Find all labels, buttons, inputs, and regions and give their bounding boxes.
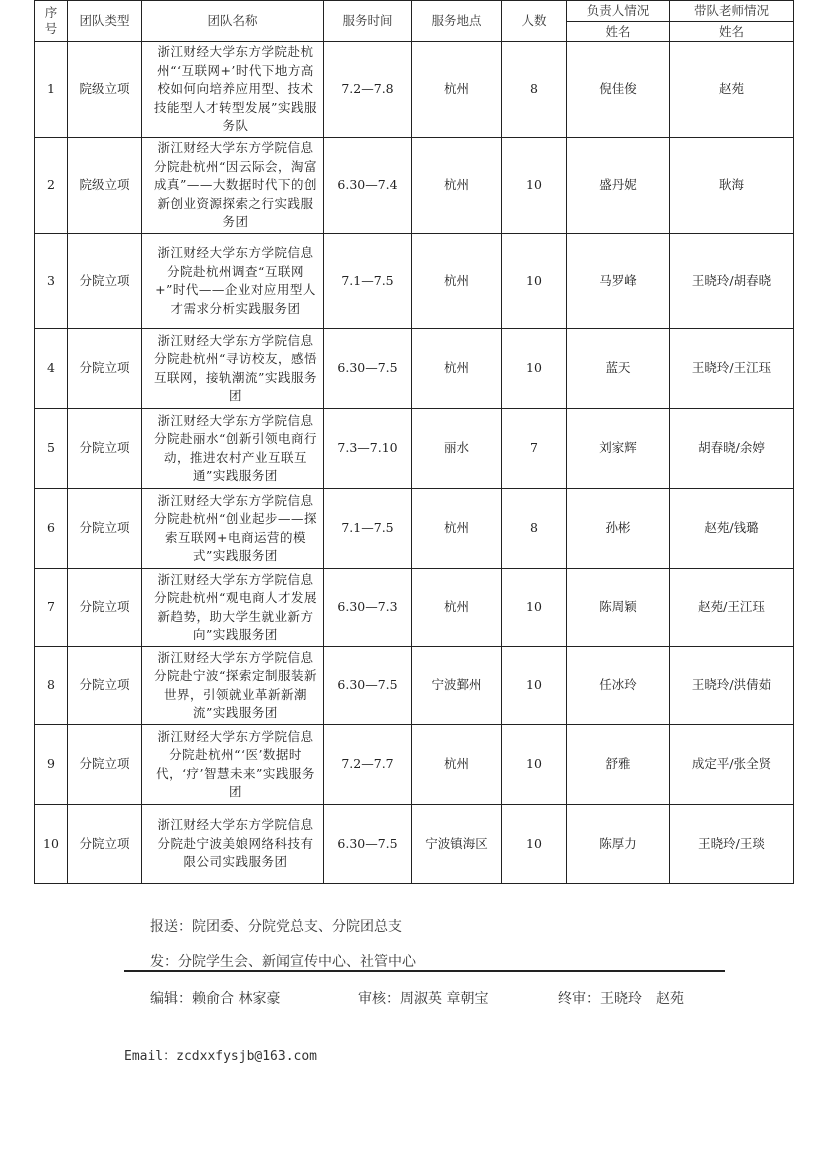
cell-place: 杭州: [412, 329, 502, 409]
table-row: [35, 725, 794, 805]
cell-place: 杭州: [412, 138, 502, 234]
cell-time: 7.2—7.7: [324, 725, 412, 805]
cell-type: 分院立项: [68, 489, 142, 569]
table-row: [35, 409, 794, 489]
cell-seq: 7: [35, 569, 68, 647]
cell-teacher: 胡春晓/余婷: [670, 409, 794, 489]
cell-time: 7.1—7.5: [324, 234, 412, 329]
cell-leader: 蓝天: [567, 329, 670, 409]
cell-type: 分院立项: [68, 329, 142, 409]
table-row: [35, 329, 794, 409]
cell-count: 10: [502, 805, 567, 884]
cell-place: 杭州: [412, 725, 502, 805]
cell-seq: 6: [35, 489, 68, 569]
header-teacher: 带队老师情况: [670, 1, 794, 22]
header-place: 服务地点: [412, 1, 502, 42]
cell-leader: 任冰玲: [567, 647, 670, 725]
cell-team-name: 浙江财经大学东方学院信息分院赴杭州“寻访校友，感悟互联网，接轨潮流”实践服务团: [142, 329, 324, 409]
cell-team-name: 浙江财经大学东方学院信息分院赴丽水“创新引领电商行动，推进农村产业互联互通”实践服务团: [142, 409, 324, 489]
cell-teacher: 赵苑/王江珏: [670, 569, 794, 647]
table-row: [35, 489, 794, 569]
table-row: [35, 647, 794, 725]
cell-count: 10: [502, 234, 567, 329]
table-row: [35, 805, 794, 884]
report-to-line: 报送：院团委、分院党总支、分院团总支: [150, 919, 402, 935]
cell-seq: 4: [35, 329, 68, 409]
cell-time: 6.30—7.3: [324, 569, 412, 647]
cell-leader: 倪佳俊: [567, 42, 670, 138]
cell-team-name: 浙江财经大学东方学院赴杭州“‘互联网+’时代下地方高校如何向培养应用型、技术技能型人才转型发展”实践服务队: [142, 42, 324, 138]
table-row: [35, 569, 794, 647]
cell-count: 10: [502, 647, 567, 725]
cell-count: 8: [502, 489, 567, 569]
final-review-line: 终审：王晓玲 赵苑: [558, 991, 684, 1007]
cell-type: 分院立项: [68, 647, 142, 725]
cell-place: 丽水: [412, 409, 502, 489]
header-time: 服务时间: [324, 1, 412, 42]
cell-place: 杭州: [412, 569, 502, 647]
cell-leader: 舒雅: [567, 725, 670, 805]
cell-type: 分院立项: [68, 234, 142, 329]
cell-place: 杭州: [412, 42, 502, 138]
email-line: Email：zcdxxfysjb@163.com: [124, 1049, 318, 1064]
cell-seq: 3: [35, 234, 68, 329]
header-type: 团队类型: [68, 1, 142, 42]
header-seq: 序号: [35, 1, 68, 42]
cell-place: 宁波鄞州: [412, 647, 502, 725]
cell-time: 6.30—7.5: [324, 805, 412, 884]
cell-team-name: 浙江财经大学东方学院信息分院赴杭州调查“互联网+”时代——企业对应用型人才需求分析实践服务团: [142, 234, 324, 329]
header-leader-name: 姓名: [567, 22, 670, 42]
header-name: 团队名称: [142, 1, 324, 42]
cell-seq: 10: [35, 805, 68, 884]
cell-place: 杭州: [412, 234, 502, 329]
cell-teacher: 王晓玲/王琰: [670, 805, 794, 884]
cell-seq: 5: [35, 409, 68, 489]
cell-seq: 9: [35, 725, 68, 805]
header-teacher-name: 姓名: [670, 22, 794, 42]
cell-teacher: 耿海: [670, 138, 794, 234]
cell-team-name: 浙江财经大学东方学院信息分院赴宁波“探索定制服装新世界，引领就业革新新潮流”实践服务团: [142, 647, 324, 725]
cell-count: 7: [502, 409, 567, 489]
reviewers-line: 审核：周淑英 章朝宝: [358, 991, 489, 1007]
cell-leader: 盛丹妮: [567, 138, 670, 234]
cell-time: 7.2—7.8: [324, 42, 412, 138]
cell-type: 院级立项: [68, 42, 142, 138]
distribute-line: 发：分院学生会、新闻宣传中心、社管中心: [150, 954, 416, 970]
cell-time: 6.30—7.4: [324, 138, 412, 234]
cell-team-name: 浙江财经大学东方学院信息分院赴杭州“创业起步——探索互联网+电商运营的模式”实践服务团: [142, 489, 324, 569]
cell-type: 分院立项: [68, 569, 142, 647]
cell-leader: 陈厚力: [567, 805, 670, 884]
cell-type: 院级立项: [68, 138, 142, 234]
cell-team-name: 浙江财经大学东方学院信息分院赴杭州“因云际会，淘富成真”——大数据时代下的创新创业资源探索之行实践服务团: [142, 138, 324, 234]
team-roster-table: [34, 0, 794, 884]
cell-teacher: 王晓玲/洪倩茹: [670, 647, 794, 725]
cell-teacher: 赵苑: [670, 42, 794, 138]
cell-teacher: 成定平/张全贤: [670, 725, 794, 805]
cell-type: 分院立项: [68, 409, 142, 489]
cell-count: 10: [502, 725, 567, 805]
cell-type: 分院立项: [68, 805, 142, 884]
cell-time: 7.1—7.5: [324, 489, 412, 569]
cell-team-name: 浙江财经大学东方学院信息分院赴宁波美娘网络科技有限公司实践服务团: [142, 805, 324, 884]
table-row: [35, 138, 794, 234]
cell-type: 分院立项: [68, 725, 142, 805]
cell-team-name: 浙江财经大学东方学院信息分院赴杭州“观电商人才发展新趋势，助大学生就业新方向”实践服务团: [142, 569, 324, 647]
cell-seq: 2: [35, 138, 68, 234]
cell-count: 8: [502, 42, 567, 138]
cell-count: 10: [502, 329, 567, 409]
cell-time: 7.3—7.10: [324, 409, 412, 489]
cell-leader: 陈周颖: [567, 569, 670, 647]
cell-count: 10: [502, 569, 567, 647]
cell-teacher: 王晓玲/胡春晓: [670, 234, 794, 329]
cell-seq: 8: [35, 647, 68, 725]
table-row: [35, 42, 794, 138]
cell-leader: 马罗峰: [567, 234, 670, 329]
table-header: [35, 1, 794, 42]
cell-place: 杭州: [412, 489, 502, 569]
header-count: 人数: [502, 1, 567, 42]
cell-teacher: 赵苑/钱璐: [670, 489, 794, 569]
cell-teacher: 王晓玲/王江珏: [670, 329, 794, 409]
cell-count: 10: [502, 138, 567, 234]
header-leader: 负责人情况: [567, 1, 670, 22]
cell-leader: 孙彬: [567, 489, 670, 569]
cell-time: 6.30—7.5: [324, 647, 412, 725]
cell-leader: 刘家辉: [567, 409, 670, 489]
editors-line: 编辑：赖俞合 林家豪: [150, 991, 281, 1007]
table-row: [35, 234, 794, 329]
cell-team-name: 浙江财经大学东方学院信息分院赴杭州“‘医’数据时代，‘疗’智慧未来”实践服务团: [142, 725, 324, 805]
footer-divider: [124, 970, 725, 972]
cell-place: 宁波镇海区: [412, 805, 502, 884]
cell-seq: 1: [35, 42, 68, 138]
cell-time: 6.30—7.5: [324, 329, 412, 409]
